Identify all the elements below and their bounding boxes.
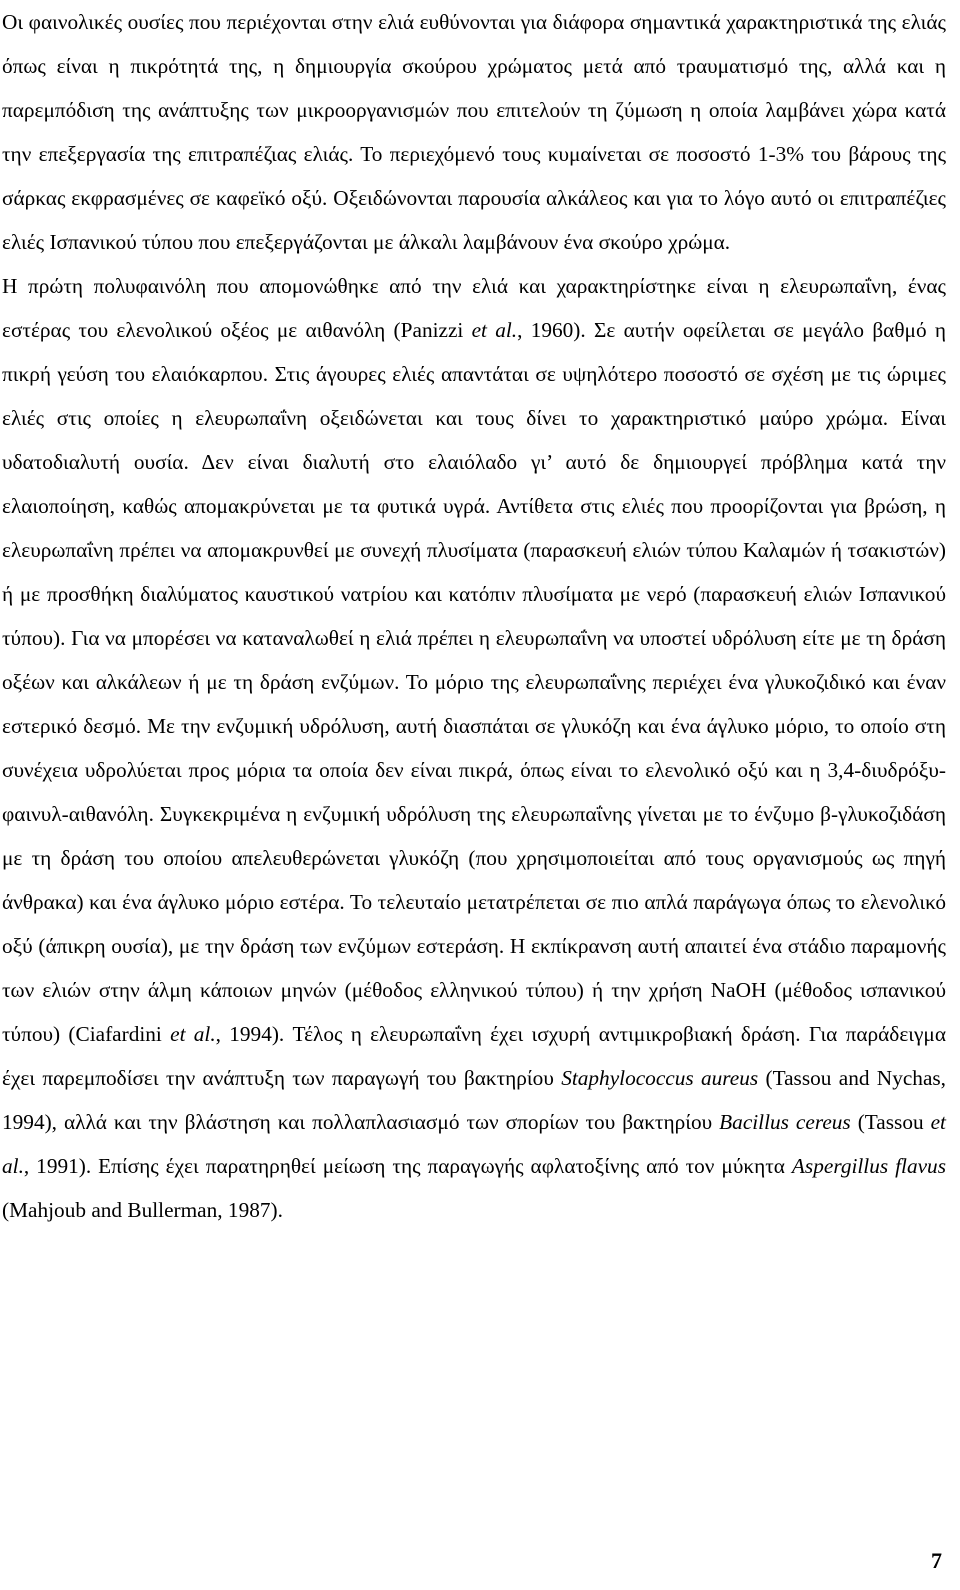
paragraph-phenolic-substances: Οι φαινολικές ουσίες που περιέχονται στην ελιά ευθύνονται για διάφορα σημαντικά χαρακτηριστικά της ελιάς όπως είναι η πικρότητά της, η δημιουργία σκούρου χρώματος μετά από τραυματισμό της, αλλά και η παρεμπόδιση της ανάπτυξης των μικροοργανισμών που επιτελούν τη ζύμωση η οποία λαμβάνει χώρα κατά την επεξεργασία της επιτραπέζιας ελιάς. Το περιεχόμενό τους κυμαίνεται σε ποσοστό 1-3% του βάρους της σάρκας εκφρασμένες σε καφεϊκό οξύ. Οξειδώνονται παρουσία αλκάλεος και για το λόγο αυτό οι επιτραπέζιες ελιές Ισπανικού τύπου που επεξεργάζονται με άλκαλι λαμβάνουν ένα σκούρο χρώμα. — [2, 10, 946, 254]
text-run: Η πρώτη πολυφαινόλη που απομονώθηκε από την ελιά και χαρακτηρίστηκε είναι η ελευρωπαΐνη, ένας εστέρας του ελενολικού οξέος με αιθανόλη (Panizzi — [2, 274, 946, 342]
italic-run: et al. — [2, 1110, 946, 1178]
paragraph-oleuropein — [2, 264, 946, 1232]
text-run: (Tassou — [850, 1110, 931, 1134]
text-run: (Tassou and Nychas, 1994), αλλά και την βλάστηση και πολλαπλασιασμό των σπορίων του βακτηρίου — [2, 1066, 947, 1134]
text-run: , 1960). Σε αυτήν οφείλεται σε μεγάλο βαθμό η πικρή γεύση του ελαιόκαρπου. Στις άγουρες ελιές απαντάται σε υψηλότερο ποσοστό σε σχέση με τις ώριμες ελιές στις οποίες η ελευρωπαΐνη οξειδώνεται και τους δίνει το χαρακτηριστικό μαύρο χρώμα. Είναι υδατοδιαλυτή ουσία. Δεν είναι διαλυτή στο ελαιόλαδο γι’ αυτό δε δημιουργεί πρόβλημα κατά την ελαιοποίηση, καθώς απομακρύνεται με τα φυτικά υγρά. Αντίθετα στις ελιές που προορίζονται για βρώση, η ελευρωπαΐνη πρέπει να απομακρυνθεί με συνεχή πλυσίματα (παρασκευή ελιών τύπου Καλαμών ή τσακιστών) ή με προσθήκη διαλύματος καυστικού νατρίου και κατόπιν πλυσίματα με νερό (παρασκευή ελιών Ισπανικού τύπου). Για να μπορέσει να καταναλωθεί η ελιά πρέπει η ελευρωπαΐνη να υποστεί υδρόλυση είτε με τη δράση οξέων και αλκάλεων ή με τη δράση ενζύμων. Το μόριο της ελευρωπαΐνης περιέχει ένα γλυκοζιδικό και έναν εστερικό δεσμό. Με την ενζυμική υδρόλυση, αυτή διασπάται σε γλυκόζη και ένα άγλυκο μόριο, το οποίο στη συνέχεια υδρολύεται προς μόρια τα οποία δεν είναι πικρά, όπως είναι το ελενολικό οξύ και η 3,4-διυδρόξυ-φαινυλ-αιθανόλη. Συγκεκριμένα η ενζυμική υδρόλυση της ελευρωπαΐνης γίνεται με το ένζυμο β-γλυκοζιδάση με τη δράση του οποίου απελευθερώνεται γλυκόζη (που χρησιμοποιείται από τους οργανισμούς ως πηγή άνθρακα) και ένα άγλυκο μόριο εστέρα. Το τελευταίο μετατρέπεται σε πιο απλά παράγωγα όπως το ελενολικό οξύ (άπικρη ουσία), με την δράση των ενζύμων εστεράση. Η εκπίκρανση αυτή απαιτεί ένα στάδιο παραμονής των ελιών στην άλμη κάποιων μηνών (μέθοδος ελληνικού τύπου) ή την χρήση NaOH (μέθοδος ισπανικού τύπου) (Ciafardini — [2, 318, 946, 1046]
body-text — [2, 0, 946, 1232]
text-run: , 1994). Τέλος η ελευρωπαΐνη έχει ισχυρή αντιμικροβιακή δράση. Για παράδειγμα έχει παρεμποδίσει την ανάπτυξη των παραγωγή του βακτηρίου — [2, 1022, 946, 1090]
text-run: , 1991). Επίσης έχει παρατηρηθεί μείωση της παραγωγής αφλατοξίνης από τον μύκητα — [23, 1154, 792, 1178]
species-name-staphylococcus: Staphylococcus aureus — [561, 1066, 759, 1090]
page-number: 7 — [931, 1548, 942, 1573]
text-run: (Mahjoub and Bullerman, 1987). — [2, 1198, 283, 1222]
species-name-aspergillus: Aspergillus flavus — [791, 1154, 946, 1178]
species-name-bacillus: Bacillus cereus — [719, 1110, 851, 1134]
italic-run: et al. — [471, 318, 518, 342]
italic-run: et al. — [170, 1022, 216, 1046]
